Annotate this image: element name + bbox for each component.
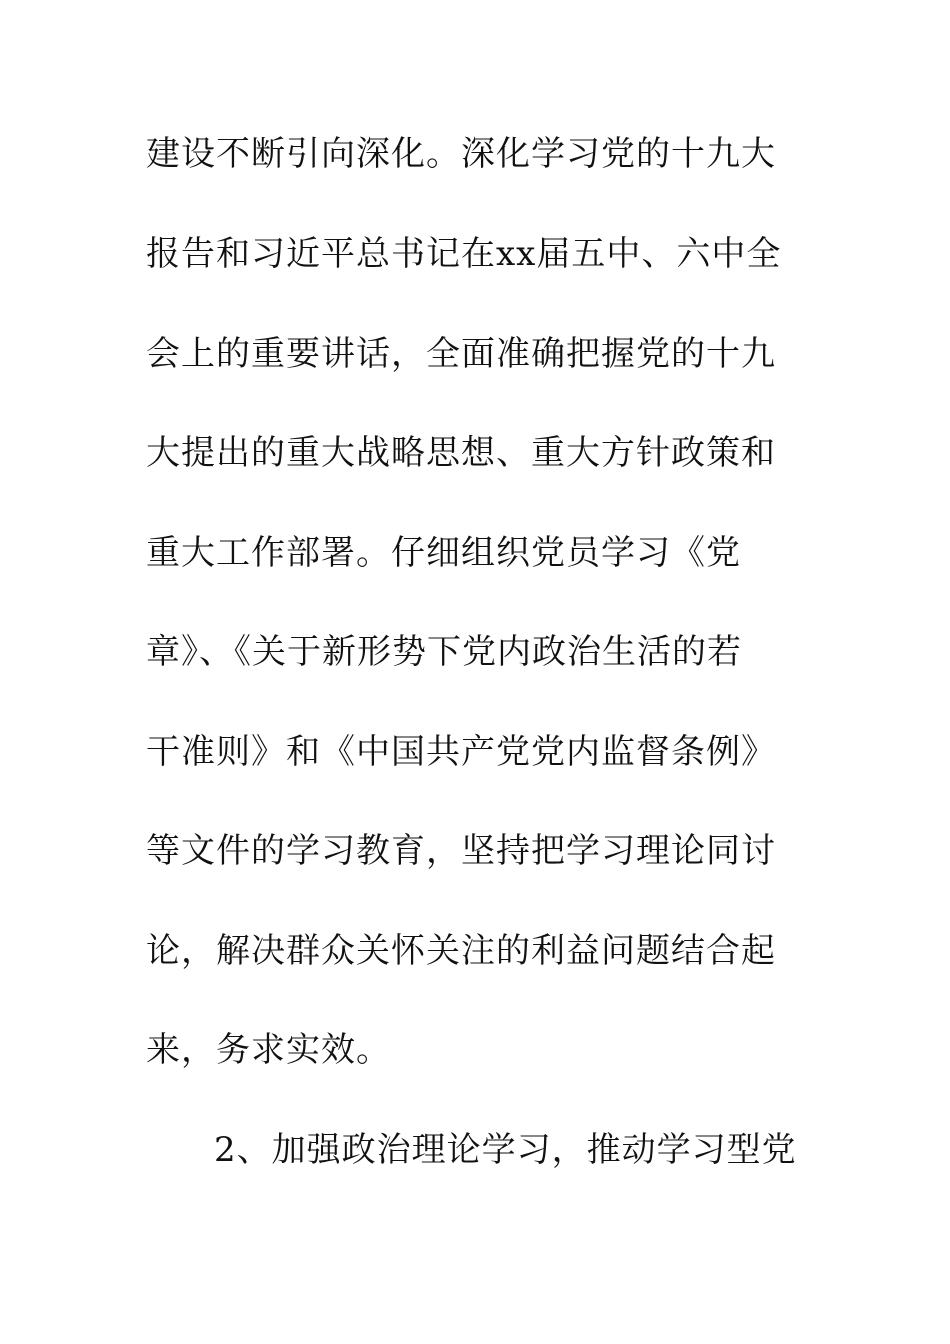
text-line: 论，解决群众关怀关注的利益问题结合起 <box>146 931 776 971</box>
text-line: 建设不断引向深化。深化学习党的十九大 <box>146 134 776 174</box>
text-line: 会上的重要讲话，全面准确把握党的十九 <box>146 334 776 374</box>
paragraph-start-line: 2、加强政治理论学习，推动学习型党 <box>214 1130 797 1170</box>
text-line: 来，务求实效。 <box>146 1030 391 1070</box>
text-line: 重大工作部署。仔细组织党员学习《党 <box>146 533 741 573</box>
text-line: 报告和习近平总书记在xx届五中、六中全 <box>146 234 782 274</box>
text-line: 等文件的学习教育，坚持把学习理论同讨 <box>146 831 776 871</box>
text-line: 大提出的重大战略思想、重大方针政策和 <box>146 433 776 473</box>
text-line: 干准则》和《中国共产党党内监督条例》 <box>146 732 776 772</box>
text-line: 章》、《关于新形势下党内政治生活的若 <box>146 632 742 672</box>
